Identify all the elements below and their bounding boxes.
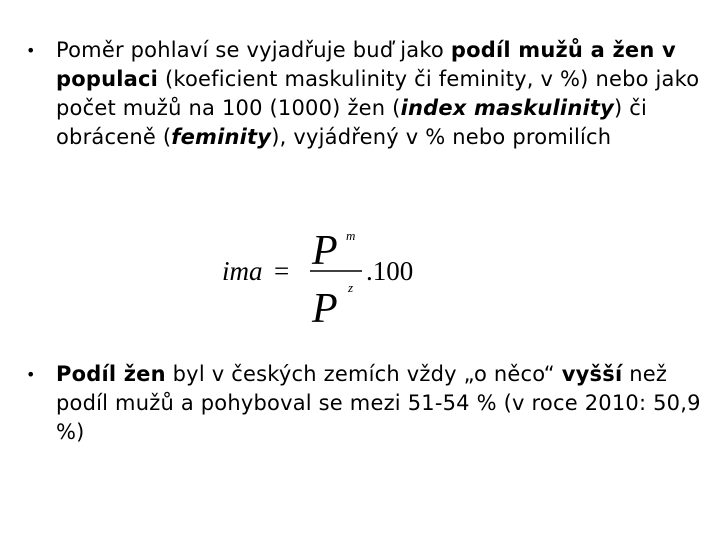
formula-multiplier: .100: [366, 256, 414, 286]
formula-numerator: P: [312, 228, 338, 274]
bold-italic-term-index: index maskulinity: [400, 96, 614, 120]
formula-index-masculinity: [222, 222, 442, 332]
formula-lhs: ima: [222, 256, 263, 286]
formula-equals: =: [274, 256, 290, 286]
bold-italic-term-feminity: feminity: [171, 125, 272, 149]
bullet-item-female-share: [26, 360, 702, 447]
text-segment: ), vyjádřený v % nebo promilích: [271, 125, 612, 149]
formula-numerator-sup: m: [346, 228, 356, 243]
bold-term-share: podíl mužů a žen v populaci: [56, 38, 676, 91]
text-segment: než podíl mužů a pohyboval se mezi 51-54 % (v roce 2010: 50,9 %): [56, 362, 701, 444]
bullet-icon: •: [26, 41, 36, 60]
formula-denominator: P: [312, 286, 338, 332]
bullet-icon: •: [26, 365, 36, 384]
text-segment: byl v českých zemích vždy „o něco“: [165, 362, 562, 386]
text-segment: ) či obráceně (: [56, 96, 648, 149]
formula-denominator-sup: z: [348, 280, 354, 295]
text-segment: Poměr pohlaví se vyjadřuje buď jako: [56, 38, 451, 62]
bold-term-higher: vyšší: [561, 362, 623, 386]
text-segment: (koeficient maskulinity či feminity, v %) nebo jako počet mužů na 100 (1000) žen (: [56, 67, 700, 120]
bullet-text: [56, 360, 702, 447]
bullet-text: [56, 36, 702, 152]
bullet-item-sex-ratio: [26, 36, 702, 152]
bold-term-female-share: Podíl žen: [56, 362, 166, 386]
